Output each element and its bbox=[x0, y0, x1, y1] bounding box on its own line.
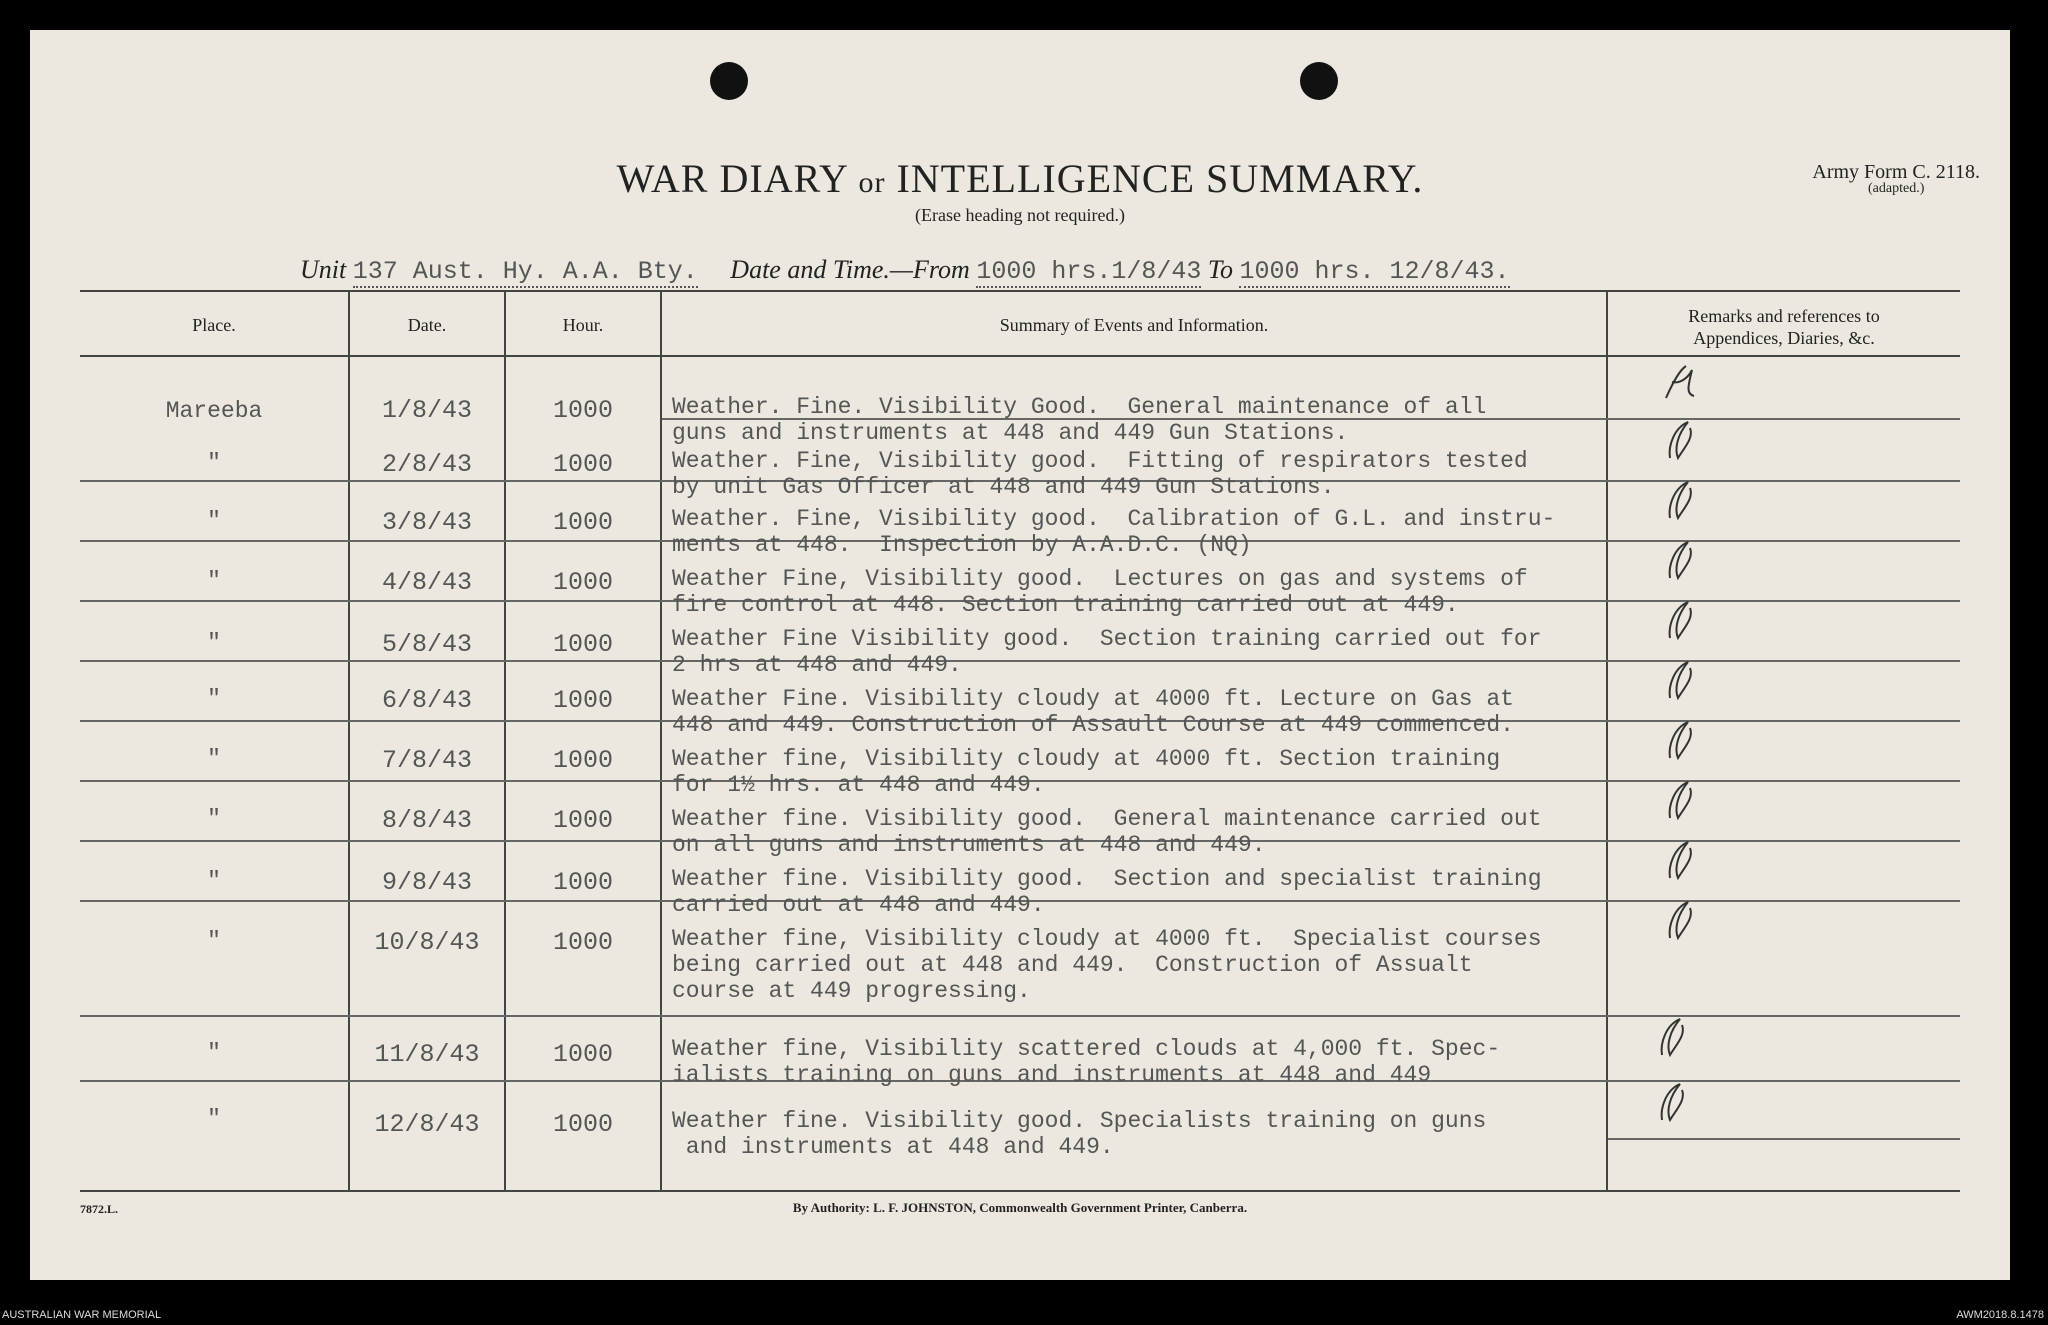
army-form-adapted: (adapted.) bbox=[1868, 181, 1925, 196]
initials-mark bbox=[1660, 838, 1700, 882]
entry-hour: 1000 bbox=[552, 928, 613, 957]
entry-date: 12/8/43 bbox=[374, 1110, 480, 1139]
entry-date: 1/8/43 bbox=[381, 396, 472, 425]
initials-mark bbox=[1660, 360, 1700, 404]
column-divider bbox=[1606, 292, 1608, 1190]
entry-date: 2/8/43 bbox=[381, 450, 472, 479]
entry-place: " bbox=[207, 568, 221, 594]
form-code: 7872.L. bbox=[80, 1202, 119, 1216]
to-label: To bbox=[1207, 255, 1233, 284]
entry-hour: 1000 bbox=[552, 746, 613, 775]
punch-hole bbox=[1300, 62, 1338, 100]
army-form-number: Army Form C. 2118. bbox=[1812, 161, 1980, 183]
army-form-label bbox=[1812, 162, 1980, 196]
entry-place: " bbox=[207, 1106, 221, 1132]
entry-summary: Weather fine, Visibility scattered clouds at 4,000 ft. Spec- ialists training on guns and instruments at 448 and 449 bbox=[672, 1036, 1501, 1088]
unit-label: Unit bbox=[300, 255, 347, 284]
entry-date: 9/8/43 bbox=[381, 868, 472, 897]
initials-mark bbox=[1660, 718, 1700, 762]
entry-place: " bbox=[207, 686, 221, 712]
initials-mark bbox=[1660, 418, 1700, 462]
entry-date: 5/8/43 bbox=[381, 630, 472, 659]
entry-date: 6/8/43 bbox=[381, 686, 472, 715]
initials-mark bbox=[1660, 898, 1700, 942]
initials-mark bbox=[1652, 1015, 1692, 1059]
entry-summary: Weather fine. Visibility good. Specialists training on guns and instruments at 448 and 449. bbox=[672, 1108, 1487, 1160]
entry-hour: 1000 bbox=[552, 806, 613, 835]
to-value: 1000 hrs. 12/8/43. bbox=[1239, 257, 1510, 286]
entry-place: " bbox=[207, 928, 221, 954]
entry-place: " bbox=[207, 868, 221, 894]
entry-summary: Weather. Fine. Visibility Good. General maintenance of all guns and instruments at 448 and 449 Gun Stations. bbox=[672, 394, 1487, 446]
entry-summary: Weather fine, Visibility cloudy at 4000 ft. Section training for 1½ hrs. at 448 and 449. bbox=[672, 746, 1501, 798]
initials-mark bbox=[1660, 478, 1700, 522]
entry-date: 3/8/43 bbox=[381, 508, 472, 537]
entry-hour: 1000 bbox=[552, 630, 613, 659]
entry-summary: Weather. Fine, Visibility good. Fitting of respirators tested by unit Gas Officer at 448 and 449 Gun Stations. bbox=[672, 448, 1528, 500]
entry-summary: Weather. Fine, Visibility good. Calibration of G.L. and instru- ments at 448. Inspection by A.A.D.C. (NQ) bbox=[672, 506, 1556, 558]
punch-hole bbox=[710, 62, 748, 100]
document-title bbox=[30, 155, 2010, 202]
entry-date: 8/8/43 bbox=[381, 806, 472, 835]
unit-line bbox=[300, 255, 1510, 286]
header-summary: Summary of Events and Information. bbox=[999, 315, 1269, 335]
column-divider bbox=[660, 292, 662, 1190]
printer-authority: By Authority: L. F. JOHNSTON, Commonwealth Government Printer, Canberra. bbox=[792, 1200, 1248, 1215]
initials-mark bbox=[1652, 1080, 1692, 1124]
entry-hour: 1000 bbox=[552, 508, 613, 537]
table-bottom-rule bbox=[80, 1190, 1960, 1192]
date-time-label: Date and Time.—From bbox=[730, 255, 970, 284]
header-hour: Hour. bbox=[562, 315, 604, 335]
entry-date: 11/8/43 bbox=[374, 1040, 480, 1069]
entry-hour: 1000 bbox=[552, 450, 613, 479]
entry-hour: 1000 bbox=[552, 868, 613, 897]
entry-hour: 1000 bbox=[552, 686, 613, 715]
entry-hour: 1000 bbox=[552, 568, 613, 597]
entry-place: " bbox=[207, 746, 221, 772]
entry-hour: 1000 bbox=[552, 1110, 613, 1139]
entry-date: 7/8/43 bbox=[381, 746, 472, 775]
entry-summary: Weather Fine. Visibility cloudy at 4000 ft. Lecture on Gas at 448 and 449. Construction of Assault Course at 449 commenced. bbox=[672, 686, 1514, 738]
entry-place: " bbox=[207, 630, 221, 656]
unit-value: 137 Aust. Hy. A.A. Bty. bbox=[352, 257, 698, 286]
header-remarks: Remarks and references to Appendices, Diaries, &c. bbox=[1688, 306, 1880, 348]
header-place: Place. bbox=[192, 315, 236, 335]
entry-date: 10/8/43 bbox=[374, 928, 480, 957]
row-rule bbox=[1608, 1138, 1960, 1140]
entry-place: " bbox=[207, 806, 221, 832]
initials-mark bbox=[1660, 658, 1700, 702]
entry-summary: Weather fine. Visibility good. Section and specialist training carried out at 448 and 449. bbox=[672, 866, 1542, 918]
initials-mark bbox=[1660, 598, 1700, 642]
entry-summary: Weather fine, Visibility cloudy at 4000 ft. Specialist courses being carried out at 448 and 449. Construction of Assualt course at 449 progressing. bbox=[672, 926, 1542, 1004]
initials-mark bbox=[1660, 778, 1700, 822]
title-war-diary: WAR DIARY bbox=[616, 156, 848, 201]
from-value: 1000 hrs.1/8/43 bbox=[976, 257, 1202, 286]
erase-note: (Erase heading not required.) bbox=[915, 205, 1125, 225]
war-diary-sheet bbox=[30, 30, 2010, 1280]
entry-place: " bbox=[207, 1040, 221, 1066]
entry-summary: Weather Fine, Visibility good. Lectures on gas and systems of fire control at 448. Section training carried out at 449. bbox=[672, 566, 1528, 618]
initials-mark bbox=[1660, 538, 1700, 582]
entry-hour: 1000 bbox=[552, 396, 613, 425]
entry-place: " bbox=[207, 450, 221, 476]
table-top-rule bbox=[80, 290, 1960, 292]
archive-credit: AUSTRALIAN WAR MEMORIAL bbox=[2, 1309, 162, 1321]
entry-place: " bbox=[207, 508, 221, 534]
entry-place: Mareeba bbox=[165, 398, 263, 424]
entry-hour: 1000 bbox=[552, 1040, 613, 1069]
entry-summary: Weather Fine Visibility good. Section training carried out for 2 hrs at 448 and 449. bbox=[672, 626, 1542, 678]
title-or: or bbox=[858, 166, 886, 199]
title-intelligence-summary: INTELLIGENCE SUMMARY. bbox=[896, 156, 1424, 201]
header-rule bbox=[80, 355, 1960, 357]
header-date: Date. bbox=[407, 315, 447, 335]
archive-accession: AWM2018.8.1478 bbox=[1956, 1309, 2044, 1321]
entry-date: 4/8/43 bbox=[381, 568, 472, 597]
entry-summary: Weather fine. Visibility good. General maintenance carried out on all guns and instruments at 448 and 449. bbox=[672, 806, 1542, 858]
